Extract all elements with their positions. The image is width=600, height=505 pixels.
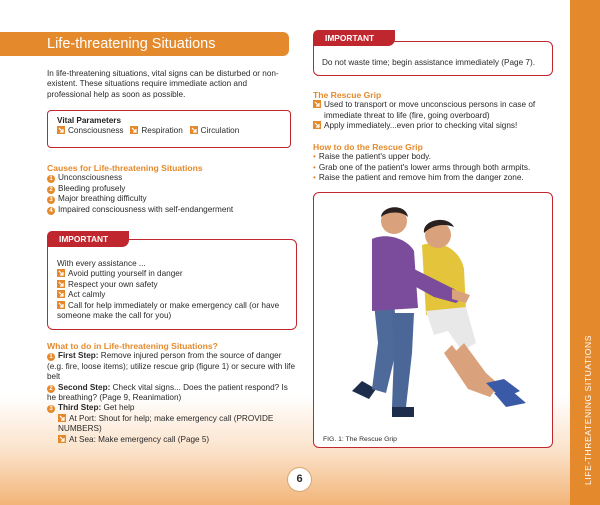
list-item bbox=[47, 173, 292, 183]
arrow-icon bbox=[130, 126, 138, 134]
list-item bbox=[313, 100, 558, 121]
important-box-2 bbox=[313, 33, 553, 76]
list-item bbox=[47, 184, 292, 194]
vital-parameters-box bbox=[47, 110, 291, 148]
howto-item: Raise the patient's upper body. bbox=[318, 152, 431, 162]
arrow-icon bbox=[57, 269, 65, 277]
what-to-do-section bbox=[47, 341, 295, 445]
cause-text: Impaired consciousness with self-endangerment bbox=[58, 204, 234, 214]
important-box-1 bbox=[47, 234, 297, 330]
vital-item: Respiration bbox=[141, 126, 183, 136]
page-title: Life-threatening Situations bbox=[47, 36, 216, 52]
arrow-icon bbox=[58, 414, 66, 422]
bullet-icon: • bbox=[313, 173, 316, 183]
arrow-icon bbox=[57, 280, 65, 288]
list-item bbox=[313, 163, 558, 173]
arrow-icon bbox=[57, 301, 65, 309]
list-item bbox=[57, 280, 295, 290]
important-item: Call for help immediately or make emergency call (or have someone make the call for you) bbox=[57, 300, 280, 321]
howto-item: Raise the patient and remove him from the danger zone. bbox=[318, 173, 524, 183]
cause-text: Major breathing difficulty bbox=[58, 194, 147, 204]
how-to-section bbox=[313, 142, 558, 184]
list-item bbox=[57, 290, 295, 300]
step-label: First Step: bbox=[58, 351, 99, 361]
step-3 bbox=[47, 403, 295, 413]
figure-caption: FIG. 1: The Rescue Grip bbox=[323, 436, 397, 443]
grip-item: Used to transport or move unconscious persons in case of immediate threat to life (fire, going overboard) bbox=[324, 100, 536, 120]
list-item bbox=[313, 152, 558, 162]
sub-step-text: At Port: Shout for help; make emergency call (PROVIDE NUMBERS) bbox=[58, 413, 274, 434]
list-item bbox=[57, 301, 295, 322]
list-item bbox=[313, 121, 558, 131]
figure-rescue-grip bbox=[313, 192, 553, 448]
sub-step-text: At Sea: Make emergency call (Page 5) bbox=[69, 434, 210, 444]
bullet-icon: • bbox=[313, 152, 316, 162]
grip-heading: The Rescue Grip bbox=[313, 90, 382, 100]
arrow-icon bbox=[313, 121, 321, 129]
important-item: Act calmly bbox=[68, 290, 106, 300]
important-tab: IMPORTANT bbox=[47, 231, 129, 247]
howto-item: Grab one of the patient's lower arms through both armpits. bbox=[318, 162, 531, 172]
causes-section bbox=[47, 163, 292, 215]
causes-heading: Causes for Life-threatening Situations bbox=[47, 163, 203, 173]
number-badge-3: 3 bbox=[47, 196, 55, 204]
important-text: Do not waste time; begin assistance immediately (Page 7). bbox=[322, 58, 535, 67]
number-badge-1: 1 bbox=[47, 175, 55, 183]
sub-step bbox=[47, 414, 295, 435]
intro-paragraph: In life-threatening situations, vital signs can be disturbed or non-existent. These situations require immediate action and professional help as soon as possible. bbox=[47, 69, 279, 99]
vital-item: Circulation bbox=[200, 126, 240, 136]
important-body bbox=[57, 259, 295, 321]
step-2 bbox=[47, 383, 295, 404]
step-1 bbox=[47, 351, 295, 382]
arrow-icon bbox=[190, 126, 198, 134]
important-lead: With every assistance ... bbox=[57, 259, 146, 268]
arrow-icon bbox=[57, 290, 65, 298]
side-tab bbox=[570, 0, 600, 505]
title-bar bbox=[0, 32, 289, 56]
grip-item: Apply immediately...even prior to checking vital signs! bbox=[324, 121, 518, 131]
important-item: Respect your own safety bbox=[68, 279, 158, 289]
arrow-icon bbox=[57, 126, 65, 134]
step-label: Second Step: bbox=[58, 382, 111, 392]
arrow-icon bbox=[58, 435, 66, 443]
vital-heading: Vital Parameters bbox=[57, 116, 122, 125]
important-item: Avoid putting yourself in danger bbox=[68, 269, 183, 279]
list-item bbox=[313, 173, 558, 183]
bullet-icon: • bbox=[313, 162, 316, 172]
howto-heading: How to do the Rescue Grip bbox=[313, 142, 423, 152]
sub-step bbox=[47, 435, 295, 445]
what-heading: What to do in Life-threatening Situations? bbox=[47, 341, 218, 351]
number-badge-2: 2 bbox=[47, 385, 55, 393]
page-number: 6 bbox=[287, 467, 312, 492]
important-tab: IMPORTANT bbox=[313, 30, 395, 46]
list-item bbox=[47, 205, 292, 215]
number-badge-1: 1 bbox=[47, 353, 55, 361]
number-badge-4: 4 bbox=[47, 207, 55, 215]
step-text: Remove injured person from the source of danger (e.g. fire, loose items); utilize rescue grip (figure 1) or secure with life belt bbox=[47, 351, 295, 382]
list-item bbox=[47, 194, 292, 204]
rescue-grip-section bbox=[313, 90, 558, 132]
step-text: Check vital signs... Does the patient respond? Is he breathing? (Page 9, Reanimation) bbox=[47, 382, 288, 403]
cause-text: Unconsciousness bbox=[58, 173, 123, 183]
vital-items bbox=[57, 126, 281, 136]
number-badge-3: 3 bbox=[47, 405, 55, 413]
step-text: Get help bbox=[101, 403, 135, 413]
cause-text: Bleeding profusely bbox=[58, 183, 126, 193]
rescue-grip-illustration bbox=[314, 193, 553, 433]
list-item bbox=[57, 269, 295, 279]
vital-item: Consciousness bbox=[68, 126, 124, 136]
side-tab-label: LIFE-THREATENING SITUATIONS bbox=[582, 334, 593, 485]
number-badge-2: 2 bbox=[47, 186, 55, 194]
step-label: Third Step: bbox=[58, 403, 102, 413]
arrow-icon bbox=[313, 100, 321, 108]
